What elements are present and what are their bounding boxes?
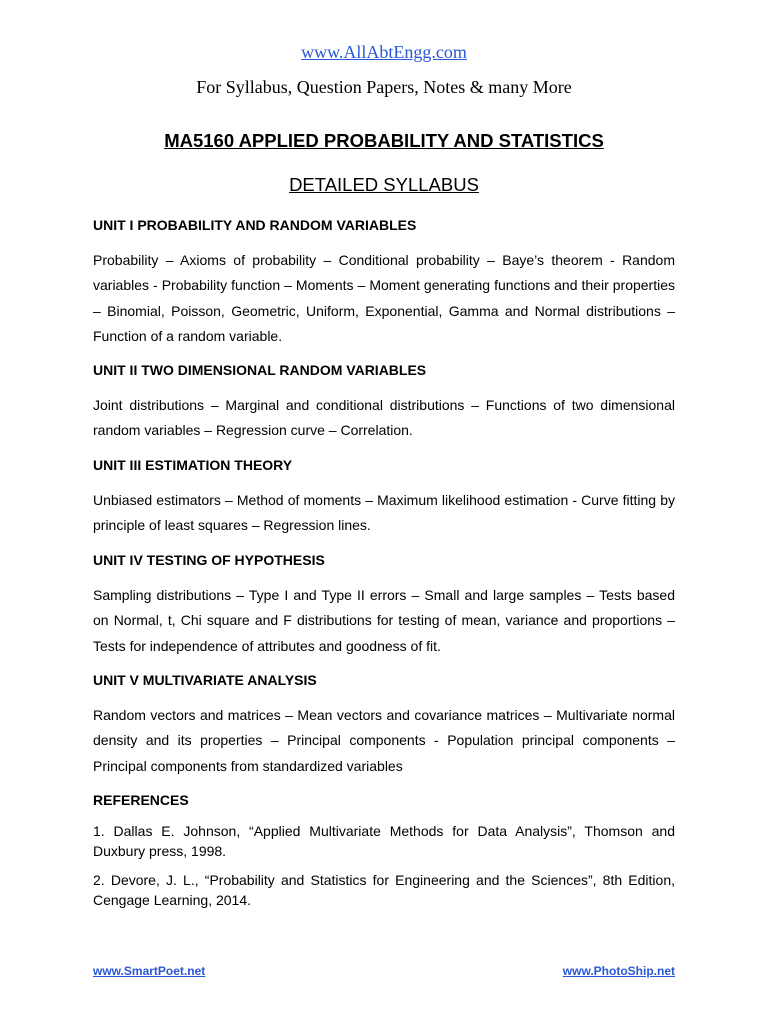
unit-4-heading: UNIT IV TESTING OF HYPOTHESIS	[93, 552, 325, 568]
reference-item: 2. Devore, J. L., “Probability and Statistics for Engineering and the Sciences”, 8th Edition, Cengage Learning, 2014.	[93, 872, 675, 908]
footer-link-smartpoet[interactable]: www.SmartPoet.net	[93, 964, 206, 978]
references-heading: REFERENCES	[93, 792, 189, 808]
unit-5-heading: UNIT V MULTIVARIATE ANALYSIS	[93, 672, 317, 688]
unit-1-body: Probability – Axioms of probability – Conditional probability – Baye’s theorem - Random variables - Probability function – Moments – Moment generating functions and their properties – Binomial, Poisson, Geometric, Uniform, Exponential, Gamma and Normal distributions – Function of a random variable.	[93, 252, 675, 344]
unit-2-heading: UNIT II TWO DIMENSIONAL RANDOM VARIABLES	[93, 362, 427, 378]
unit-5-body: Random vectors and matrices – Mean vectors and covariance matrices – Multivariate normal density and its properties – Principal components - Population principal components – Principal components from standardized variables	[93, 707, 675, 774]
reference-item: 1. Dallas E. Johnson, “Applied Multivariate Methods for Data Analysis”, Thomson and Duxbury press, 1998.	[93, 823, 675, 859]
footer-link-photoship[interactable]: www.PhotoShip.net	[562, 964, 675, 978]
course-title: MA5160 APPLIED PROBABILITY AND STATISTICS	[164, 130, 604, 151]
tagline: For Syllabus, Question Papers, Notes & many More	[196, 77, 572, 97]
unit-3-heading: UNIT III ESTIMATION THEORY	[93, 457, 293, 473]
unit-1-heading: UNIT I PROBABILITY AND RANDOM VARIABLES	[93, 217, 417, 233]
document-subtitle: DETAILED SYLLABUS	[289, 174, 479, 195]
site-link[interactable]: www.AllAbtEngg.com	[301, 42, 467, 62]
unit-2-body: Joint distributions – Marginal and conditional distributions – Functions of two dimensional random variables – Regression curve – Correlation.	[93, 397, 675, 439]
unit-4-body: Sampling distributions – Type I and Type II errors – Small and large samples – Tests based on Normal, t, Chi square and F distributions for testing of mean, variance and proportions – Tests for independence of attributes and goodness of fit.	[93, 587, 675, 654]
unit-3-body: Unbiased estimators – Method of moments – Maximum likelihood estimation - Curve fitting by principle of least squares – Regression lines.	[93, 492, 675, 534]
